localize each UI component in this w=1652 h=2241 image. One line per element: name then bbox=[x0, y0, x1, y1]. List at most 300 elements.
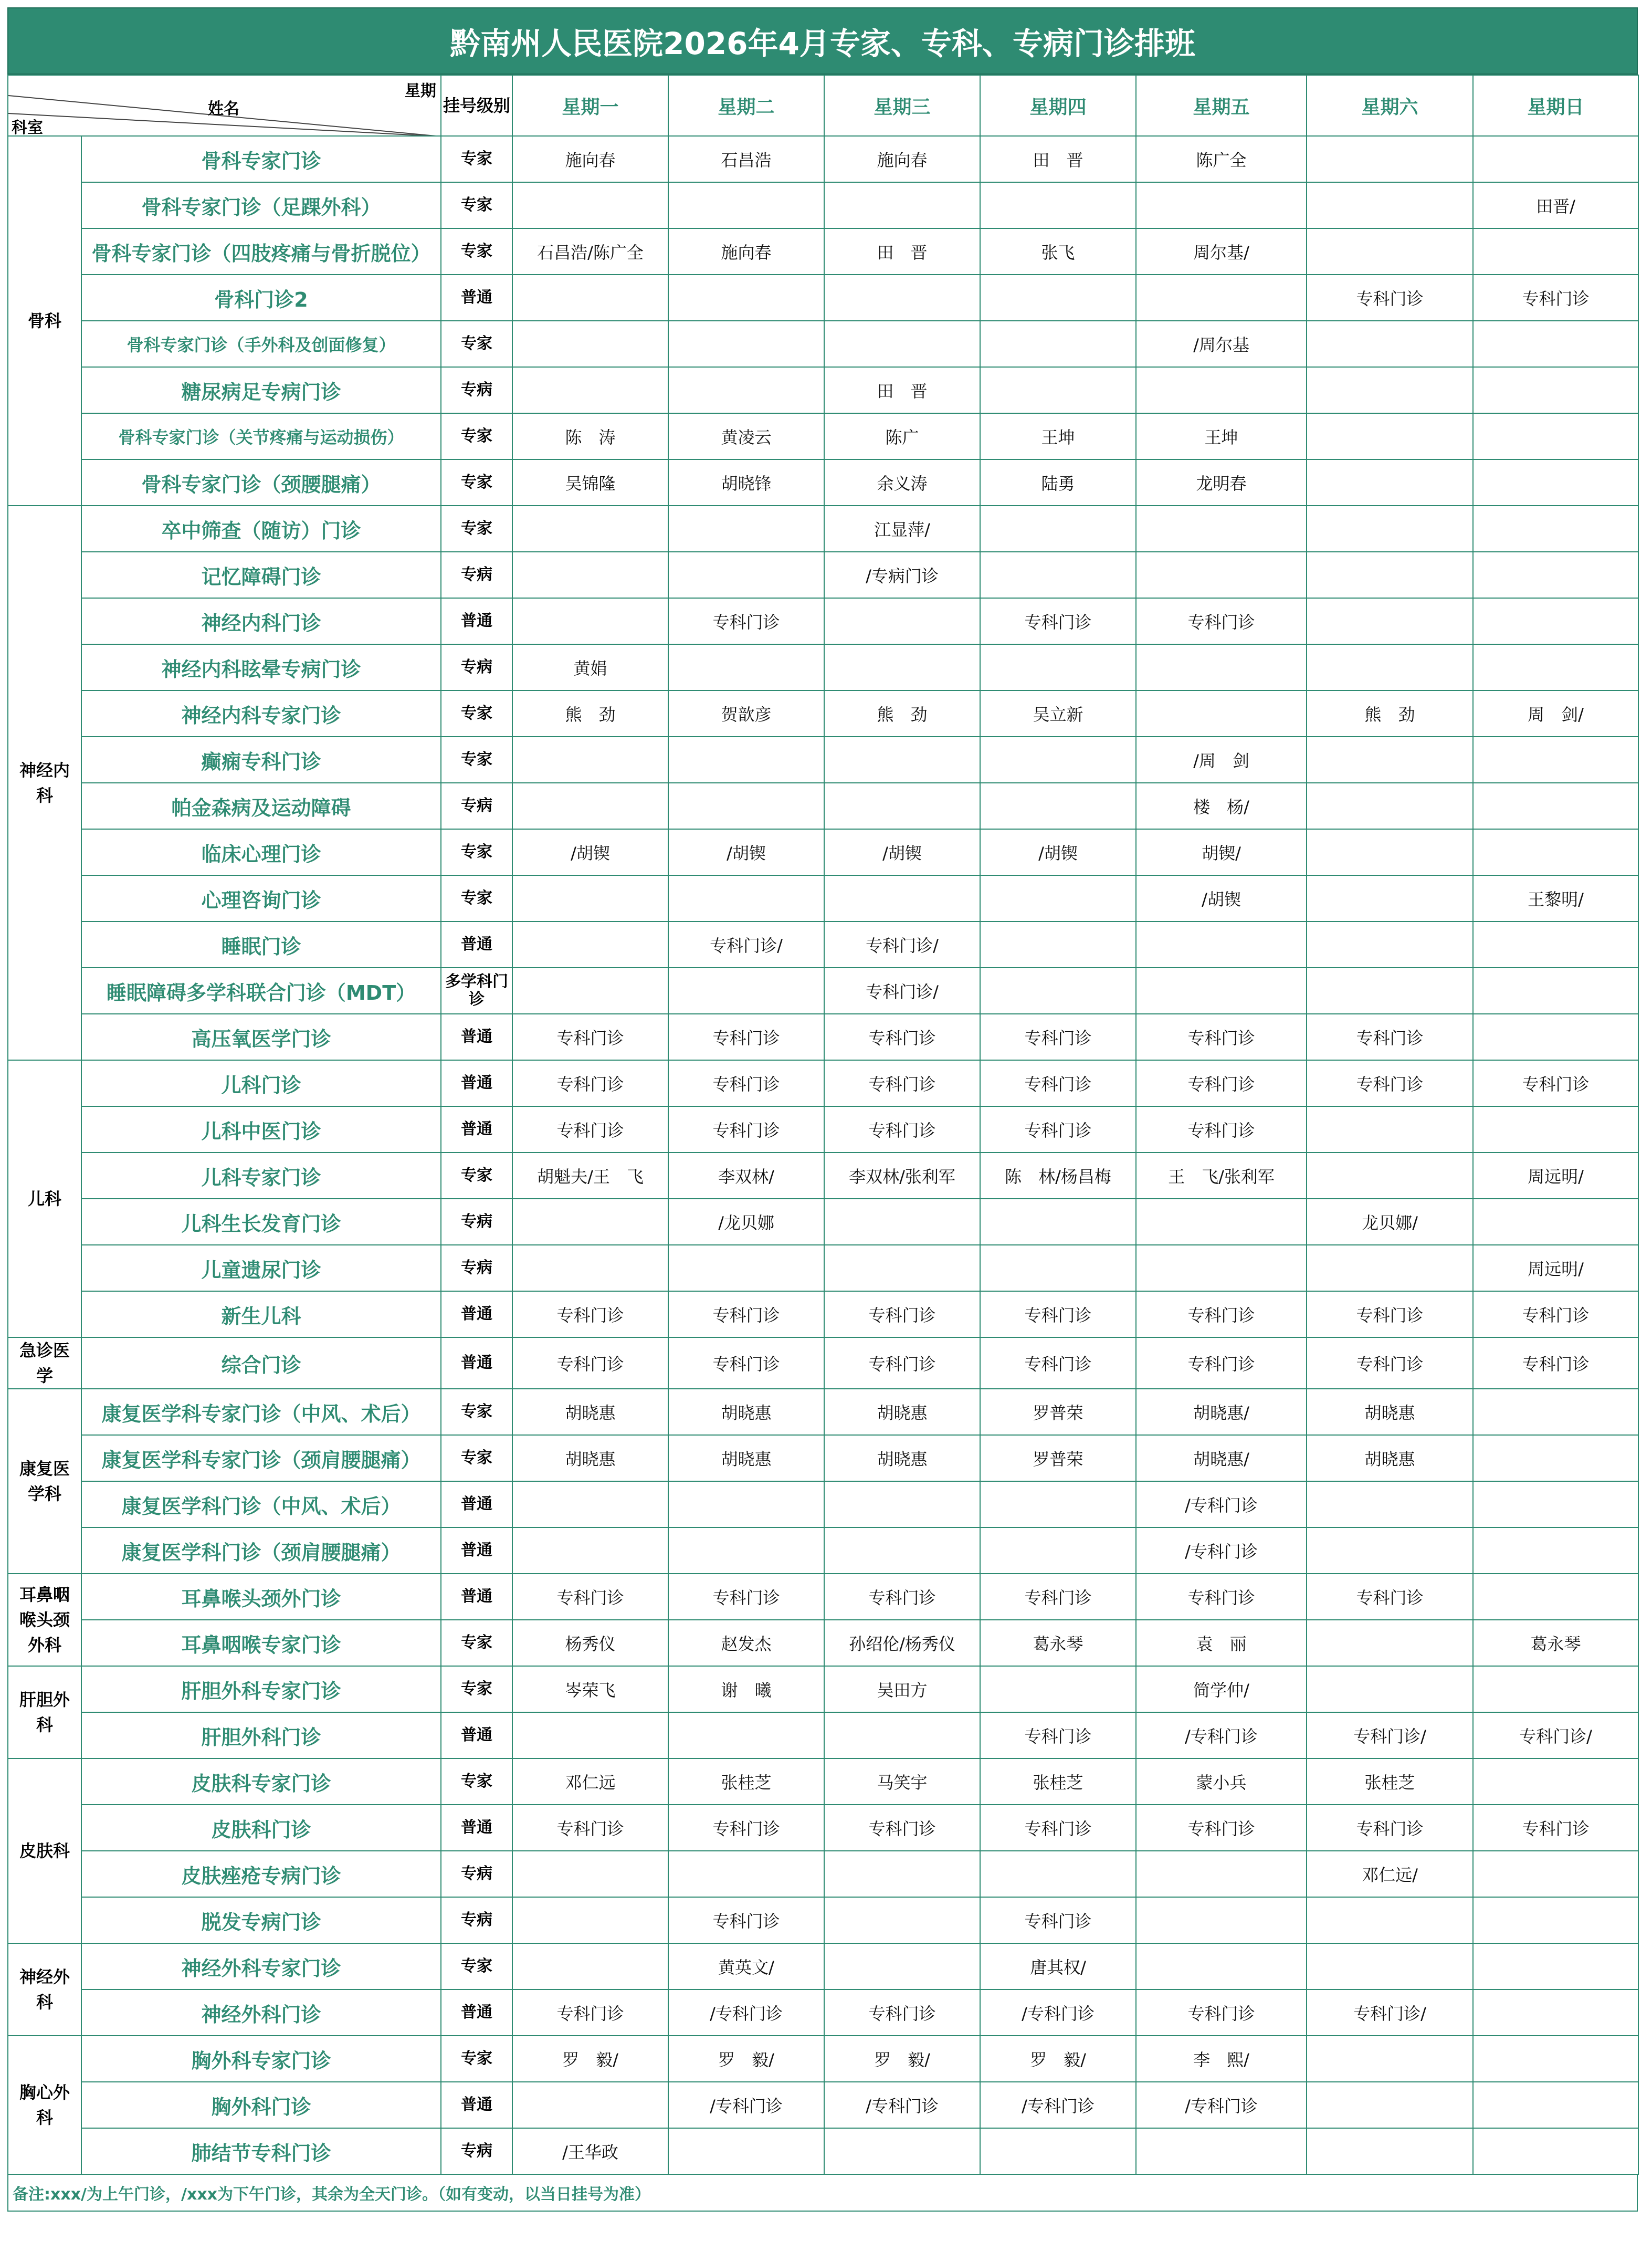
schedule-cell bbox=[1473, 413, 1638, 459]
schedule-cell: 专科门诊 bbox=[980, 1291, 1136, 1337]
schedule-cell bbox=[1307, 1666, 1473, 1712]
schedule-cell bbox=[1307, 968, 1473, 1014]
schedule-cell: 余义涛 bbox=[824, 459, 980, 506]
schedule-cell bbox=[668, 644, 824, 690]
schedule-cell bbox=[824, 644, 980, 690]
schedule-cell: 专科门诊 bbox=[1136, 1574, 1307, 1620]
schedule-cell bbox=[1473, 1481, 1638, 1527]
table-row bbox=[8, 1758, 1638, 1805]
level-cell: 多学科门诊 bbox=[441, 968, 512, 1014]
schedule-cell: 张桂芝 bbox=[668, 1758, 824, 1805]
schedule-cell bbox=[1307, 1527, 1473, 1574]
schedule-cell: 专科门诊 bbox=[668, 1805, 824, 1851]
clinic-name-cell: 儿科中医门诊 bbox=[81, 1106, 441, 1153]
schedule-cell: /专科门诊 bbox=[980, 1989, 1136, 2036]
clinic-name-cell: 新生儿科 bbox=[81, 1291, 441, 1337]
schedule-cell: 熊 劲 bbox=[512, 690, 668, 737]
clinic-name-cell: 康复医学科专家门诊（中风、术后） bbox=[81, 1389, 441, 1435]
schedule-cell: 专科门诊 bbox=[1307, 1337, 1473, 1389]
schedule-cell bbox=[1307, 1245, 1473, 1291]
schedule-cell: 专科门诊 bbox=[512, 1989, 668, 2036]
clinic-name-cell: 儿科专家门诊 bbox=[81, 1153, 441, 1199]
schedule-cell: 胡晓锋 bbox=[668, 459, 824, 506]
schedule-cell: 陈广全 bbox=[1136, 136, 1307, 182]
clinic-name-cell: 皮肤科门诊 bbox=[81, 1805, 441, 1851]
schedule-cell bbox=[1473, 1666, 1638, 1712]
schedule-cell bbox=[1473, 321, 1638, 367]
table-row bbox=[8, 2128, 1638, 2174]
schedule-cell bbox=[1136, 968, 1307, 1014]
schedule-cell: 胡锲/ bbox=[1136, 829, 1307, 875]
table-row bbox=[8, 182, 1638, 228]
schedule-cell: /专科门诊 bbox=[1136, 2082, 1307, 2128]
schedule-cell bbox=[980, 321, 1136, 367]
clinic-name-cell: 皮肤痤疮专病门诊 bbox=[81, 1851, 441, 1897]
schedule-cell bbox=[1307, 1620, 1473, 1666]
level-cell: 专家 bbox=[441, 136, 512, 182]
schedule-cell bbox=[1307, 182, 1473, 228]
schedule-cell: 罗 毅/ bbox=[980, 2036, 1136, 2082]
schedule-cell: 专科门诊 bbox=[980, 598, 1136, 644]
schedule-cell: 专科门诊 bbox=[824, 1291, 980, 1337]
header-name-label: 姓名 bbox=[208, 100, 239, 118]
schedule-cell bbox=[980, 1481, 1136, 1527]
schedule-cell bbox=[512, 1245, 668, 1291]
clinic-name-cell: 记忆障碍门诊 bbox=[81, 552, 441, 598]
schedule-cell bbox=[824, 1897, 980, 1943]
schedule-cell: 专科门诊 bbox=[512, 1291, 668, 1337]
level-cell: 专病 bbox=[441, 1851, 512, 1897]
schedule-cell bbox=[668, 1481, 824, 1527]
schedule-cell: 罗普荣 bbox=[980, 1435, 1136, 1481]
schedule-cell bbox=[1473, 1574, 1638, 1620]
clinic-name-cell: 皮肤科专家门诊 bbox=[81, 1758, 441, 1805]
schedule-cell bbox=[980, 1199, 1136, 1245]
clinic-name-cell: 肝胆外科专家门诊 bbox=[81, 1666, 441, 1712]
schedule-cell: 田晋/ bbox=[1473, 182, 1638, 228]
schedule-cell: 胡晓惠 bbox=[512, 1389, 668, 1435]
clinic-name-cell: 康复医学科门诊（中风、术后） bbox=[81, 1481, 441, 1527]
schedule-cell bbox=[1307, 875, 1473, 921]
schedule-cell: 专科门诊 bbox=[1307, 1805, 1473, 1851]
schedule-cell: 胡魁夫/王 飞 bbox=[512, 1153, 668, 1199]
table-row bbox=[8, 1897, 1638, 1943]
schedule-cell: 田 晋 bbox=[824, 367, 980, 413]
level-cell: 普通 bbox=[441, 1291, 512, 1337]
level-cell: 专病 bbox=[441, 783, 512, 829]
schedule-cell: 专科门诊/ bbox=[668, 921, 824, 968]
clinic-name-cell: 胸外科专家门诊 bbox=[81, 2036, 441, 2082]
schedule-cell bbox=[1473, 829, 1638, 875]
table-row bbox=[8, 1337, 1638, 1389]
schedule-cell: 专科门诊 bbox=[668, 598, 824, 644]
schedule-cell bbox=[1307, 367, 1473, 413]
table-row bbox=[8, 598, 1638, 644]
level-cell: 普通 bbox=[441, 275, 512, 321]
schedule-cell bbox=[668, 875, 824, 921]
department-cell: 神经外科 bbox=[8, 1943, 81, 2036]
schedule-cell: /专科门诊 bbox=[1136, 1481, 1307, 1527]
level-cell: 专家 bbox=[441, 413, 512, 459]
schedule-cell: /胡锲 bbox=[1136, 875, 1307, 921]
schedule-cell bbox=[668, 1712, 824, 1758]
schedule-cell bbox=[1136, 690, 1307, 737]
schedule-cell: 胡晓惠 bbox=[668, 1435, 824, 1481]
schedule-cell: 专科门诊/ bbox=[824, 921, 980, 968]
schedule-cell: 熊 劲 bbox=[824, 690, 980, 737]
schedule-cell: /周 剑 bbox=[1136, 737, 1307, 783]
schedule-cell bbox=[980, 737, 1136, 783]
table-row bbox=[8, 1389, 1638, 1435]
table-row bbox=[8, 921, 1638, 968]
level-cell: 普通 bbox=[441, 2082, 512, 2128]
schedule-cell bbox=[1473, 1943, 1638, 1989]
schedule-cell: 专科门诊 bbox=[824, 1574, 980, 1620]
schedule-cell bbox=[824, 321, 980, 367]
table-row bbox=[8, 783, 1638, 829]
schedule-cell bbox=[512, 552, 668, 598]
schedule-cell bbox=[1136, 182, 1307, 228]
schedule-cell bbox=[1307, 1897, 1473, 1943]
schedule-cell: /胡锲 bbox=[512, 829, 668, 875]
schedule-cell: 施向春 bbox=[668, 228, 824, 275]
schedule-cell: 王黎明/ bbox=[1473, 875, 1638, 921]
clinic-name-cell: 神经内科门诊 bbox=[81, 598, 441, 644]
schedule-cell bbox=[1307, 1943, 1473, 1989]
schedule-cell bbox=[1473, 2036, 1638, 2082]
schedule-cell: 专科门诊 bbox=[1136, 1014, 1307, 1060]
clinic-name-cell: 心理咨询门诊 bbox=[81, 875, 441, 921]
schedule-cell: 周远明/ bbox=[1473, 1153, 1638, 1199]
level-cell: 普通 bbox=[441, 1574, 512, 1620]
schedule-cell bbox=[824, 783, 980, 829]
schedule-cell: 专科门诊 bbox=[1473, 1060, 1638, 1106]
level-cell: 专家 bbox=[441, 690, 512, 737]
schedule-cell: 周 剑/ bbox=[1473, 690, 1638, 737]
schedule-cell: 谢 曦 bbox=[668, 1666, 824, 1712]
schedule-cell bbox=[512, 321, 668, 367]
schedule-cell: 江显萍/ bbox=[824, 506, 980, 552]
header-day: 星期二 bbox=[668, 75, 824, 136]
schedule-cell: 胡晓惠/ bbox=[1136, 1435, 1307, 1481]
table-row bbox=[8, 1851, 1638, 1897]
schedule-cell bbox=[1307, 228, 1473, 275]
schedule-cell: 专科门诊 bbox=[1307, 1014, 1473, 1060]
schedule-cell: 田 晋 bbox=[980, 136, 1136, 182]
schedule-cell bbox=[512, 783, 668, 829]
schedule-cell: 专科门诊 bbox=[1473, 1805, 1638, 1851]
schedule-cell: 葛永琴 bbox=[1473, 1620, 1638, 1666]
schedule-cell bbox=[512, 506, 668, 552]
table-row bbox=[8, 275, 1638, 321]
schedule-cell bbox=[512, 598, 668, 644]
schedule-cell bbox=[1473, 1989, 1638, 2036]
schedule-cell bbox=[1136, 275, 1307, 321]
level-cell: 专家 bbox=[441, 2036, 512, 2082]
header-day: 星期一 bbox=[512, 75, 668, 136]
schedule-cell: 龙明春 bbox=[1136, 459, 1307, 506]
table-row bbox=[8, 2082, 1638, 2128]
schedule-cell bbox=[512, 875, 668, 921]
table-row bbox=[8, 1199, 1638, 1245]
header-day: 星期三 bbox=[824, 75, 980, 136]
schedule-cell bbox=[824, 598, 980, 644]
level-cell: 普通 bbox=[441, 1481, 512, 1527]
schedule-cell bbox=[512, 1712, 668, 1758]
level-cell: 专病 bbox=[441, 1245, 512, 1291]
schedule-cell bbox=[1307, 552, 1473, 598]
level-cell: 普通 bbox=[441, 1106, 512, 1153]
schedule-cell bbox=[1473, 136, 1638, 182]
schedule-cell: 罗 毅/ bbox=[668, 2036, 824, 2082]
schedule-cell: 专科门诊 bbox=[980, 1014, 1136, 1060]
table-row bbox=[8, 552, 1638, 598]
clinic-name-cell: 康复医学科门诊（颈肩腰腿痛） bbox=[81, 1527, 441, 1574]
schedule-cell bbox=[1136, 1199, 1307, 1245]
schedule-cell: 专科门诊 bbox=[1136, 1106, 1307, 1153]
schedule-cell: 楼 杨/ bbox=[1136, 783, 1307, 829]
schedule-cell: 葛永琴 bbox=[980, 1620, 1136, 1666]
table-row bbox=[8, 1943, 1638, 1989]
schedule-cell: /专科门诊 bbox=[668, 1989, 824, 2036]
schedule-cell bbox=[1307, 644, 1473, 690]
schedule-cell: 专科门诊 bbox=[668, 1897, 824, 1943]
clinic-name-cell: 神经外科专家门诊 bbox=[81, 1943, 441, 1989]
schedule-cell bbox=[1473, 228, 1638, 275]
department-cell: 康复医学科 bbox=[8, 1389, 81, 1574]
schedule-cell: 专科门诊/ bbox=[1307, 1989, 1473, 2036]
schedule-cell bbox=[1473, 1897, 1638, 1943]
schedule-cell: 罗 毅/ bbox=[512, 2036, 668, 2082]
clinic-name-cell: 癫痫专科门诊 bbox=[81, 737, 441, 783]
schedule-cell: /专科门诊 bbox=[668, 2082, 824, 2128]
schedule-cell: /胡锲 bbox=[980, 829, 1136, 875]
schedule-cell: 黄凌云 bbox=[668, 413, 824, 459]
schedule-cell: 专科门诊/ bbox=[1307, 1712, 1473, 1758]
clinic-name-cell: 骨科专家门诊（颈腰腿痛） bbox=[81, 459, 441, 506]
table-row bbox=[8, 1245, 1638, 1291]
schedule-cell: 专科门诊 bbox=[512, 1574, 668, 1620]
schedule-cell bbox=[824, 875, 980, 921]
table-row bbox=[8, 228, 1638, 275]
schedule-cell bbox=[1307, 506, 1473, 552]
schedule-cell bbox=[1307, 2082, 1473, 2128]
schedule-cell: 胡晓惠 bbox=[824, 1435, 980, 1481]
schedule-cell: /王华政 bbox=[512, 2128, 668, 2174]
schedule-cell bbox=[1136, 506, 1307, 552]
clinic-name-cell: 耳鼻喉头颈外门诊 bbox=[81, 1574, 441, 1620]
schedule-cell bbox=[1136, 367, 1307, 413]
schedule-cell bbox=[1136, 2128, 1307, 2174]
schedule-cell: 熊 劲 bbox=[1307, 690, 1473, 737]
schedule-cell: 吴立新 bbox=[980, 690, 1136, 737]
schedule-cell bbox=[824, 182, 980, 228]
table-row bbox=[8, 136, 1638, 182]
clinic-name-cell: 儿科生长发育门诊 bbox=[81, 1199, 441, 1245]
schedule-cell bbox=[1473, 1851, 1638, 1897]
schedule-cell bbox=[980, 2128, 1136, 2174]
schedule-cell: /专科门诊 bbox=[824, 2082, 980, 2128]
schedule-cell bbox=[512, 1943, 668, 1989]
schedule-cell bbox=[1307, 321, 1473, 367]
schedule-cell: 专科门诊 bbox=[1307, 1060, 1473, 1106]
level-cell: 专家 bbox=[441, 182, 512, 228]
schedule-body bbox=[8, 136, 1638, 2174]
schedule-cell bbox=[1307, 413, 1473, 459]
level-cell: 普通 bbox=[441, 1014, 512, 1060]
clinic-name-cell: 骨科专家门诊（手外科及创面修复） bbox=[81, 321, 441, 367]
level-cell: 专病 bbox=[441, 2128, 512, 2174]
schedule-cell bbox=[1307, 783, 1473, 829]
schedule-cell: 专科门诊 bbox=[512, 1106, 668, 1153]
clinic-name-cell: 临床心理门诊 bbox=[81, 829, 441, 875]
header-day: 星期五 bbox=[1136, 75, 1307, 136]
department-cell: 肝胆外科 bbox=[8, 1666, 81, 1758]
level-cell: 普通 bbox=[441, 1805, 512, 1851]
schedule-cell bbox=[980, 1666, 1136, 1712]
schedule-cell bbox=[668, 182, 824, 228]
schedule-cell: 专科门诊 bbox=[824, 1014, 980, 1060]
schedule-cell bbox=[668, 321, 824, 367]
schedule-cell: 专科门诊 bbox=[824, 1989, 980, 2036]
schedule-cell bbox=[512, 1481, 668, 1527]
schedule-cell bbox=[824, 1481, 980, 1527]
schedule-cell bbox=[1473, 367, 1638, 413]
schedule-cell bbox=[668, 737, 824, 783]
schedule-cell bbox=[824, 1245, 980, 1291]
schedule-cell: 石昌浩/陈广全 bbox=[512, 228, 668, 275]
schedule-cell: /龙贝娜 bbox=[668, 1199, 824, 1245]
schedule-cell bbox=[980, 506, 1136, 552]
schedule-cell: 专科门诊 bbox=[1473, 1337, 1638, 1389]
schedule-cell: 施向春 bbox=[512, 136, 668, 182]
table-row bbox=[8, 2036, 1638, 2082]
schedule-sheet bbox=[7, 7, 1638, 2212]
level-cell: 普通 bbox=[441, 1337, 512, 1389]
level-cell: 专病 bbox=[441, 1199, 512, 1245]
schedule-cell bbox=[824, 1943, 980, 1989]
schedule-cell bbox=[1307, 1106, 1473, 1153]
level-cell: 专家 bbox=[441, 1666, 512, 1712]
level-cell: 专病 bbox=[441, 644, 512, 690]
schedule-cell bbox=[1473, 921, 1638, 968]
schedule-cell: 专科门诊 bbox=[824, 1106, 980, 1153]
clinic-name-cell: 骨科专家门诊（四肢疼痛与骨折脱位） bbox=[81, 228, 441, 275]
clinic-name-cell: 睡眠门诊 bbox=[81, 921, 441, 968]
clinic-name-cell: 康复医学科专家门诊（颈肩腰腿痛） bbox=[81, 1435, 441, 1481]
table-row bbox=[8, 459, 1638, 506]
schedule-cell bbox=[512, 367, 668, 413]
schedule-cell bbox=[1473, 459, 1638, 506]
schedule-cell: 专科门诊/ bbox=[1473, 1712, 1638, 1758]
table-row bbox=[8, 1481, 1638, 1527]
schedule-cell: 专科门诊 bbox=[668, 1291, 824, 1337]
header-corner bbox=[8, 75, 441, 136]
schedule-cell bbox=[1307, 2128, 1473, 2174]
schedule-cell: 专科门诊 bbox=[1136, 1060, 1307, 1106]
schedule-cell: 专科门诊 bbox=[980, 1805, 1136, 1851]
schedule-cell bbox=[512, 1851, 668, 1897]
schedule-cell: 胡晓惠 bbox=[1307, 1435, 1473, 1481]
schedule-cell: 吴田方 bbox=[824, 1666, 980, 1712]
schedule-cell bbox=[668, 552, 824, 598]
schedule-cell: 专科门诊 bbox=[824, 1337, 980, 1389]
schedule-cell bbox=[1473, 2128, 1638, 2174]
schedule-cell bbox=[1473, 506, 1638, 552]
table-row bbox=[8, 1805, 1638, 1851]
schedule-cell bbox=[1473, 2082, 1638, 2128]
schedule-cell: 专科门诊 bbox=[1136, 1291, 1307, 1337]
schedule-cell: 专科门诊 bbox=[824, 1805, 980, 1851]
clinic-name-cell: 肺结节专科门诊 bbox=[81, 2128, 441, 2174]
schedule-cell: 黄娟 bbox=[512, 644, 668, 690]
schedule-cell: 专科门诊 bbox=[1307, 275, 1473, 321]
schedule-cell bbox=[668, 506, 824, 552]
schedule-cell bbox=[668, 367, 824, 413]
schedule-cell: /专科门诊 bbox=[980, 2082, 1136, 2128]
schedule-cell: /周尔基 bbox=[1136, 321, 1307, 367]
level-cell: 普通 bbox=[441, 1989, 512, 2036]
page-title: 黔南州人民医院2026年4月专家、专科、专病门诊排班 bbox=[7, 7, 1638, 75]
table-row bbox=[8, 1106, 1638, 1153]
schedule-cell: 唐其权/ bbox=[980, 1943, 1136, 1989]
table-row bbox=[8, 1153, 1638, 1199]
schedule-cell: 黄英文/ bbox=[668, 1943, 824, 1989]
schedule-cell bbox=[1473, 598, 1638, 644]
schedule-cell: 邓仁远 bbox=[512, 1758, 668, 1805]
schedule-cell bbox=[668, 1245, 824, 1291]
clinic-name-cell: 高压氧医学门诊 bbox=[81, 1014, 441, 1060]
table-row bbox=[8, 1527, 1638, 1574]
table-row bbox=[8, 1014, 1638, 1060]
schedule-cell: 专科门诊 bbox=[980, 1574, 1136, 1620]
schedule-cell bbox=[1136, 1943, 1307, 1989]
schedule-cell: 龙贝娜/ bbox=[1307, 1199, 1473, 1245]
header-row bbox=[8, 75, 1638, 136]
schedule-cell: 专科门诊 bbox=[668, 1060, 824, 1106]
table-row bbox=[8, 690, 1638, 737]
schedule-cell: 袁 丽 bbox=[1136, 1620, 1307, 1666]
clinic-name-cell: 骨科专家门诊（关节疼痛与运动损伤） bbox=[81, 413, 441, 459]
table-row bbox=[8, 1574, 1638, 1620]
schedule-cell bbox=[824, 1199, 980, 1245]
schedule-cell bbox=[824, 275, 980, 321]
schedule-cell bbox=[1473, 783, 1638, 829]
schedule-cell bbox=[1473, 737, 1638, 783]
department-cell: 胸心外科 bbox=[8, 2036, 81, 2174]
level-cell: 专病 bbox=[441, 367, 512, 413]
level-cell: 专家 bbox=[441, 1435, 512, 1481]
schedule-cell: 专科门诊 bbox=[1473, 275, 1638, 321]
schedule-cell: 专科门诊 bbox=[1307, 1574, 1473, 1620]
clinic-name-cell: 骨科专家门诊 bbox=[81, 136, 441, 182]
schedule-cell: /专病门诊 bbox=[824, 552, 980, 598]
department-cell: 神经内科 bbox=[8, 506, 81, 1060]
schedule-cell: 胡晓惠 bbox=[668, 1389, 824, 1435]
clinic-name-cell: 肝胆外科门诊 bbox=[81, 1712, 441, 1758]
schedule-cell bbox=[1473, 644, 1638, 690]
schedule-cell: 专科门诊 bbox=[980, 1060, 1136, 1106]
schedule-cell bbox=[1136, 1897, 1307, 1943]
footnote: 备注:xxx/为上午门诊，/xxx为下午门诊，其余为全天门诊。（如有变动，以当日挂号为准） bbox=[7, 2175, 1638, 2212]
schedule-cell: 专科门诊 bbox=[1136, 1337, 1307, 1389]
schedule-cell bbox=[668, 1851, 824, 1897]
header-day: 星期四 bbox=[980, 75, 1136, 136]
table-row bbox=[8, 1620, 1638, 1666]
schedule-cell: 石昌浩 bbox=[668, 136, 824, 182]
schedule-cell bbox=[1307, 598, 1473, 644]
schedule-cell bbox=[668, 968, 824, 1014]
